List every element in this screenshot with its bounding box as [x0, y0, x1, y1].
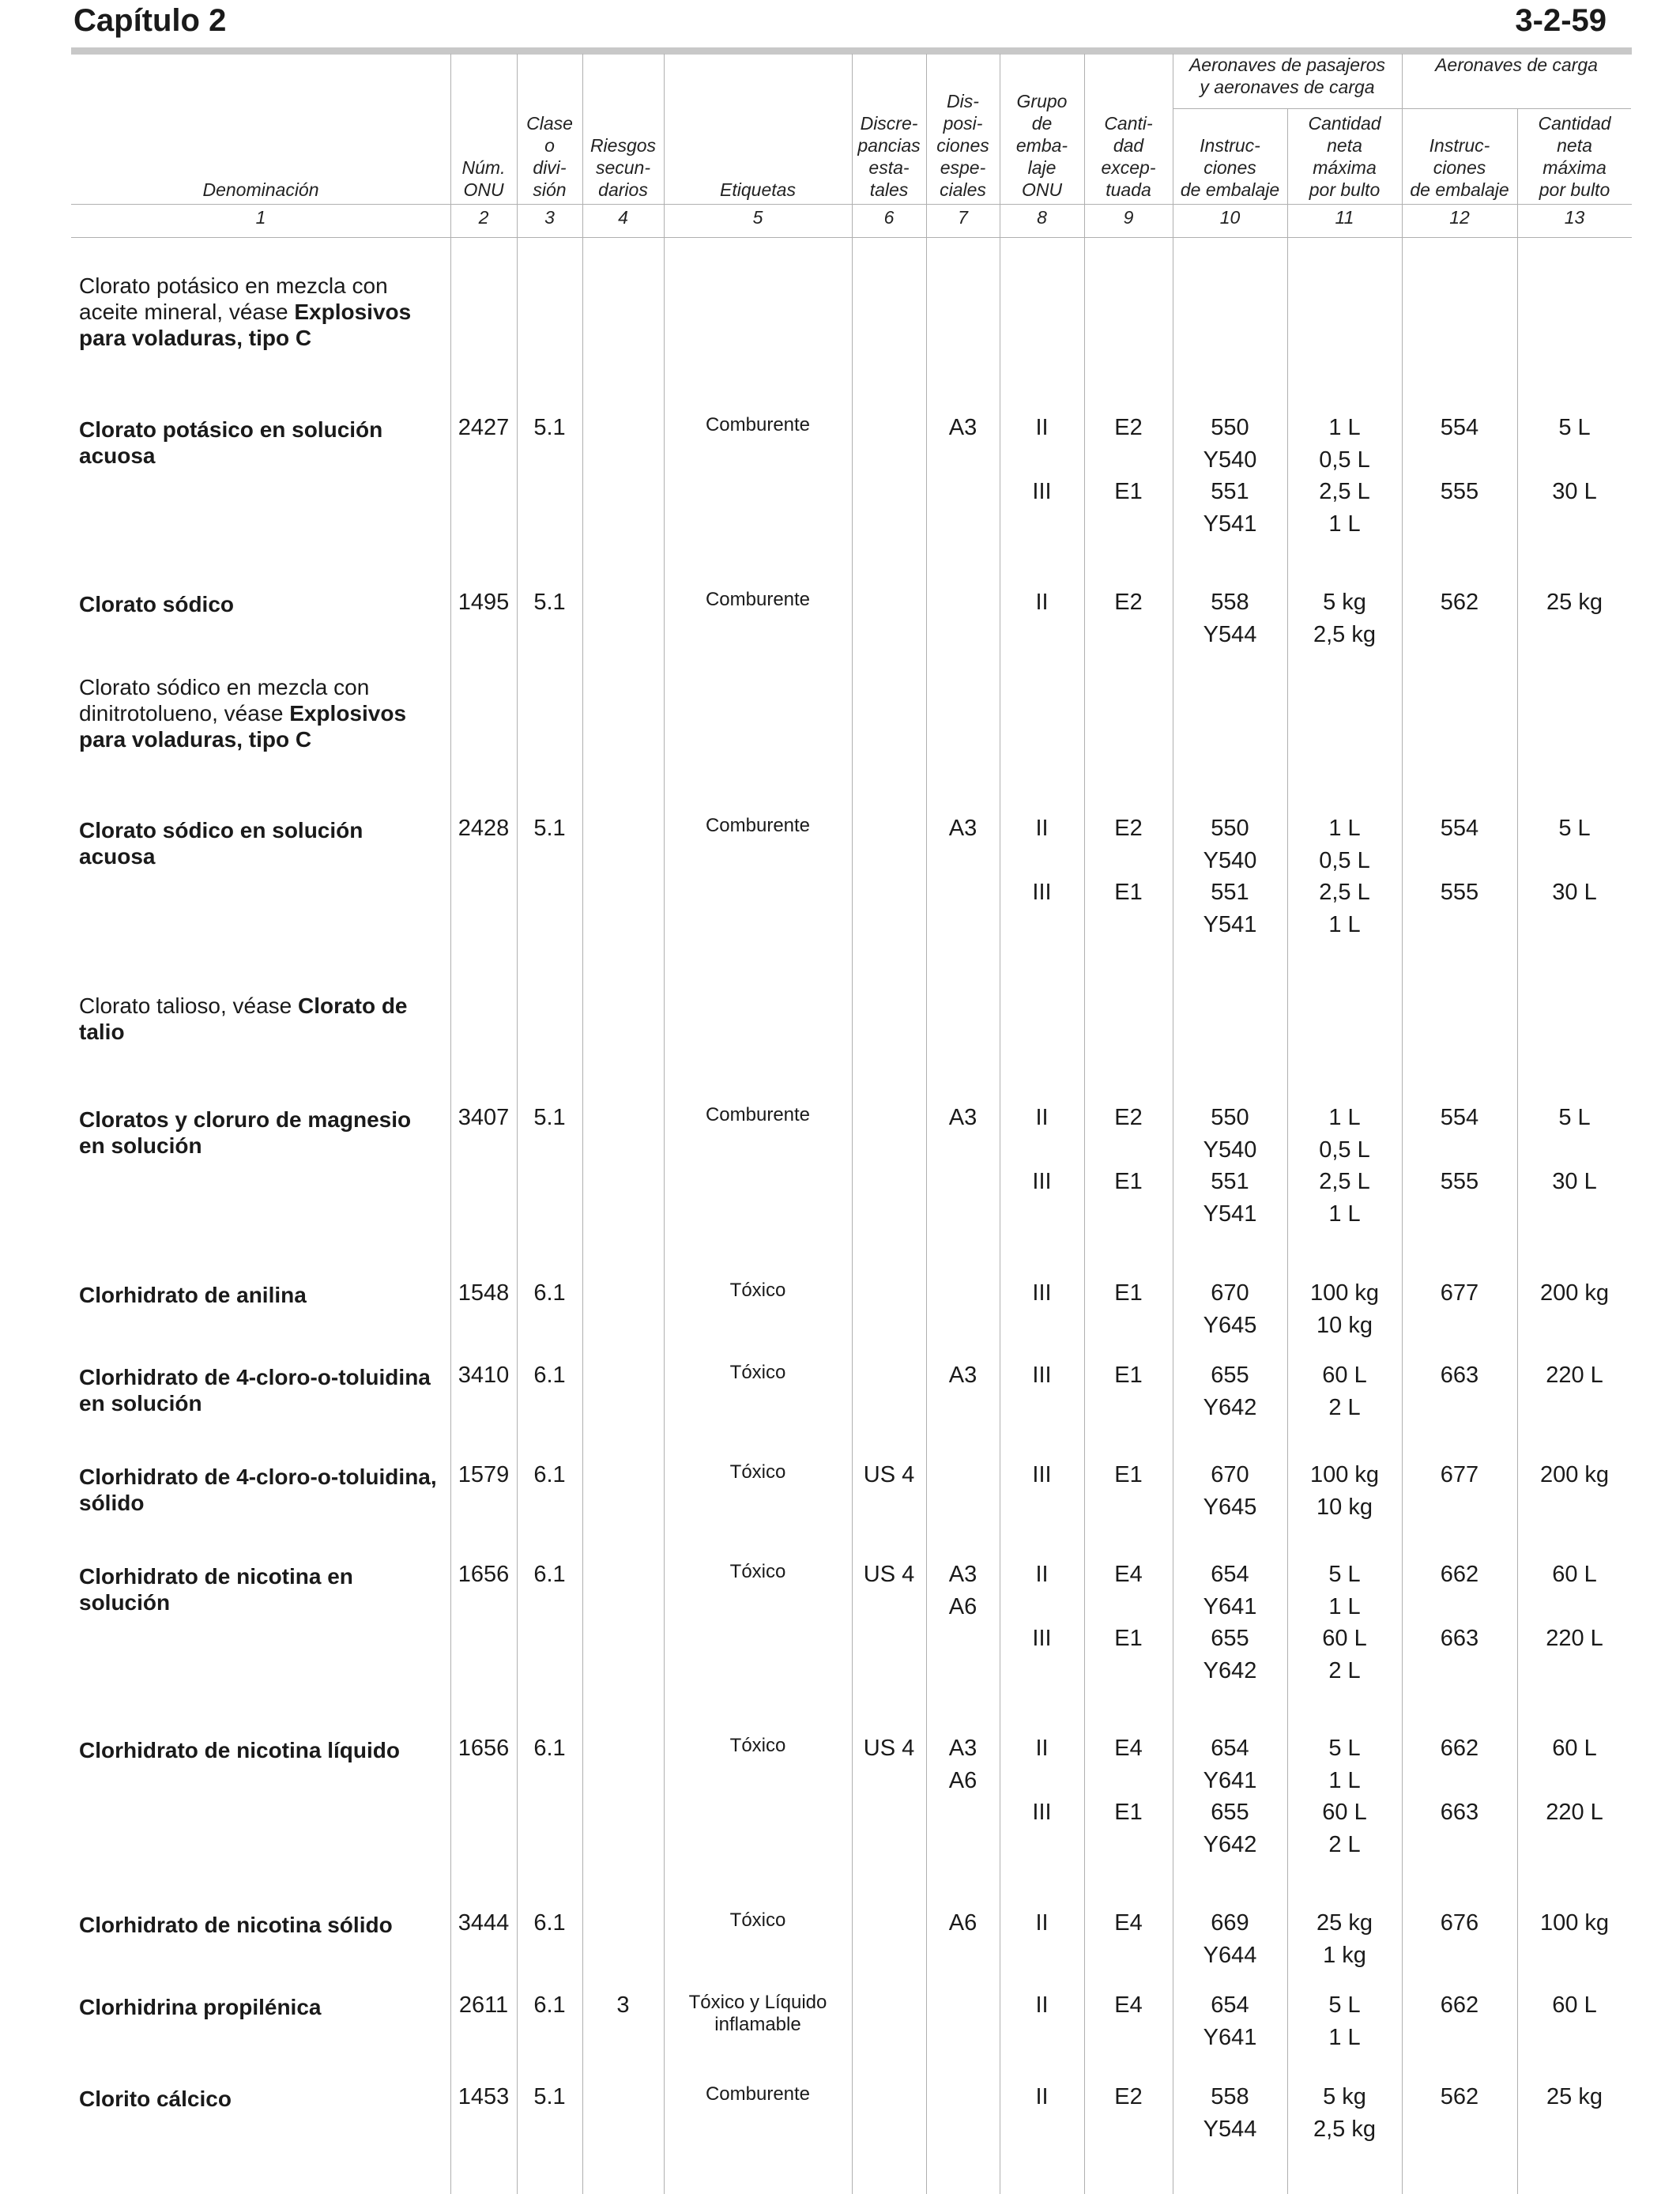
cell-un: 1656	[458, 1562, 510, 1587]
cell-eq: E4 E1	[1114, 1562, 1143, 1651]
denomination-text: Clorato potásico en mezcla con aceite mineral, véase	[79, 273, 388, 324]
cargo-group-rule	[1402, 108, 1631, 109]
cell-cq: 200 kg	[1539, 1462, 1610, 1487]
cell-pq: 5 kg 2,5 kg	[1313, 2084, 1376, 2142]
denomination-text: Clorato talioso, véase	[79, 993, 299, 1018]
cell-cls: 6.1	[533, 1992, 566, 2018]
proper-shipping-name: Clorhidrato de 4-cloro-o-toluidina en solución	[79, 1365, 431, 1416]
row-denomination	[79, 817, 443, 869]
cell-pq: 5 L 1 L 60 L 2 L	[1322, 1562, 1367, 1683]
cell-cls: 5.1	[533, 1105, 566, 1130]
cell-sp: A3 A6	[948, 1562, 977, 1619]
cell-un: 3407	[458, 1105, 510, 1130]
proper-shipping-name: Clorato potásico en solución acuosa	[79, 417, 383, 468]
cell-label: Tóxico	[729, 1362, 786, 1383]
proper-shipping-name: Clorhidrato de nicotina líquido	[79, 1738, 400, 1762]
page-number: 3-2-59	[1515, 3, 1607, 38]
cell-ci: 562	[1440, 590, 1479, 615]
cell-label: Tóxico	[729, 1561, 786, 1582]
cross-reference: Clorato de talio	[79, 993, 408, 1044]
row-denomination	[79, 674, 443, 752]
cell-cq: 25 kg	[1546, 2084, 1603, 2109]
cell-cq: 60 L 220 L	[1546, 1736, 1603, 1825]
cell-pq: 5 kg 2,5 kg	[1313, 590, 1376, 647]
cell-pg: III	[1032, 1280, 1052, 1306]
row-denomination	[79, 417, 443, 469]
row-denomination	[79, 1563, 443, 1615]
cell-pg: II	[1035, 590, 1049, 615]
column-header-ci: Instruc- ciones de embalaje	[1410, 135, 1509, 200]
cell-cls: 6.1	[533, 1736, 566, 1761]
row-denomination	[79, 2086, 443, 2112]
cell-eq: E2 E1	[1114, 816, 1143, 905]
cell-cls: 6.1	[533, 1280, 566, 1306]
cell-pq: 1 L 0,5 L 2,5 L 1 L	[1319, 1105, 1370, 1227]
cell-cq: 25 kg	[1546, 590, 1603, 615]
cell-pi: 655 Y642	[1203, 1363, 1257, 1420]
chapter-title: Capítulo 2	[73, 3, 227, 38]
row-denomination	[79, 1106, 443, 1159]
cell-label: Comburente	[705, 1104, 811, 1125]
page-header	[73, 3, 1607, 46]
cell-pg: II III	[1032, 816, 1052, 905]
cell-pq: 25 kg 1 kg	[1317, 1910, 1373, 1968]
column-header-cls: Clase o divi- sión	[526, 113, 573, 200]
cell-cls: 6.1	[533, 1562, 566, 1587]
passenger-aircraft-header: Aeronaves de pasajeros y aeronaves de carga	[1188, 55, 1386, 97]
cell-ci: 662 663	[1440, 1562, 1479, 1651]
cell-cls: 5.1	[533, 590, 566, 615]
cell-pq: 1 L 0,5 L 2,5 L 1 L	[1319, 415, 1370, 537]
cell-pi: 550 Y540 551 Y541	[1203, 816, 1257, 937]
cell-pg: II	[1035, 1992, 1049, 2018]
cell-ci: 677	[1440, 1280, 1479, 1306]
cell-un: 1495	[458, 590, 510, 615]
cell-cls: 5.1	[533, 2084, 566, 2109]
column-header-sp: Dis- posi- ciones espe- ciales	[936, 91, 989, 200]
column-header-sub: Riesgos secun- darios	[590, 135, 657, 200]
cell-ci: 554 555	[1440, 816, 1479, 905]
proper-shipping-name: Clorhidrato de nicotina en solución	[79, 1564, 353, 1615]
cell-pq: 100 kg 10 kg	[1309, 1462, 1380, 1520]
row-denomination	[79, 1364, 443, 1416]
cell-pg: II III	[1032, 1105, 1052, 1194]
cell-cq: 200 kg	[1539, 1280, 1610, 1306]
proper-shipping-name: Cloratos y cloruro de magnesio en solución	[79, 1107, 412, 1158]
row-denomination	[79, 591, 443, 617]
cell-pi: 558 Y544	[1203, 590, 1257, 647]
cell-label: Comburente	[705, 2083, 811, 2105]
column-number: 1	[255, 207, 266, 228]
column-header-name: Denominación	[202, 179, 319, 200]
cell-pi: 558 Y544	[1203, 2084, 1257, 2142]
cell-sp: A3	[948, 1363, 977, 1388]
cell-pq: 5 L 1 L 60 L 2 L	[1322, 1736, 1367, 1857]
column-number: 2	[478, 207, 489, 228]
column-header-pq: Cantidad neta máxima por bulto	[1308, 113, 1381, 200]
cell-un: 3410	[458, 1363, 510, 1388]
cell-pi: 550 Y540 551 Y541	[1203, 1105, 1257, 1227]
column-number: 13	[1564, 207, 1585, 228]
cell-pg: II III	[1032, 415, 1052, 504]
cell-label: Comburente	[705, 589, 811, 610]
column-number: 6	[883, 207, 895, 228]
row-denomination	[79, 1282, 443, 1308]
cell-ci: 662	[1440, 1992, 1479, 2018]
column-header-un: Núm. ONU	[461, 157, 506, 200]
column-number: 7	[958, 207, 968, 228]
cell-un: 1548	[458, 1280, 510, 1306]
cross-reference: Explosivos para voladuras, tipo C	[79, 300, 412, 350]
cell-eq: E2 E1	[1114, 415, 1143, 504]
cell-label: Comburente	[705, 815, 811, 836]
cell-un: 3444	[458, 1910, 510, 1936]
cell-label: Tóxico	[729, 1280, 786, 1301]
column-number: 3	[544, 207, 555, 228]
proper-shipping-name: Clorhidrato de nicotina sólido	[79, 1913, 393, 1937]
cell-label: Tóxico	[729, 1735, 786, 1756]
row-denomination	[79, 1912, 443, 1938]
cell-pi: 654 Y641 655 Y642	[1203, 1736, 1257, 1857]
cell-cq: 60 L 220 L	[1546, 1562, 1603, 1651]
cell-cq: 5 L 30 L	[1552, 415, 1597, 504]
cell-cq: 220 L	[1546, 1363, 1603, 1388]
column-header-state: Discre- pancias esta- tales	[857, 113, 921, 200]
cell-eq: E1	[1114, 1462, 1143, 1487]
cell-pg: III	[1032, 1363, 1052, 1388]
column-number: 8	[1037, 207, 1047, 228]
column-number: 4	[618, 207, 628, 228]
cell-pq: 5 L 1 L	[1328, 1992, 1361, 2050]
cell-sp: A3	[948, 1105, 977, 1130]
cell-cls: 6.1	[533, 1462, 566, 1487]
cell-cls: 6.1	[533, 1910, 566, 1936]
column-number: 10	[1219, 207, 1241, 228]
cell-pi: 550 Y540 551 Y541	[1203, 415, 1257, 537]
cell-eq: E1	[1114, 1280, 1143, 1306]
proper-shipping-name: Clorato sódico en solución acuosa	[79, 818, 363, 869]
cell-eq: E4	[1114, 1992, 1143, 2018]
proper-shipping-name: Clorhidrato de anilina	[79, 1283, 307, 1307]
cell-sp: A3	[948, 816, 977, 841]
cell-state: US 4	[863, 1562, 915, 1587]
cell-state: US 4	[863, 1736, 915, 1761]
proper-shipping-name: Clorhidrato de 4-cloro-o-toluidina, sólido	[79, 1465, 437, 1515]
cell-sp: A3	[948, 415, 977, 440]
column-number: 9	[1123, 207, 1134, 228]
row-denomination	[79, 273, 443, 351]
cell-pg: II III	[1032, 1562, 1052, 1651]
cell-label: Tóxico y Líquido inflamable	[688, 1992, 827, 2035]
cell-eq: E2	[1114, 590, 1143, 615]
proper-shipping-name: Clorhidrina propilénica	[79, 1995, 322, 2019]
cell-state: US 4	[863, 1462, 915, 1487]
proper-shipping-name: Clorito cálcico	[79, 2087, 232, 2111]
cell-pg: II	[1035, 1910, 1049, 1936]
cell-un: 1453	[458, 2084, 510, 2109]
column-number: 5	[752, 207, 763, 228]
cell-ci: 554 555	[1440, 415, 1479, 504]
column-header-pg: Grupo de emba- laje ONU	[1015, 91, 1068, 200]
cell-pq: 60 L 2 L	[1322, 1363, 1367, 1420]
cell-cq: 5 L 30 L	[1552, 1105, 1597, 1194]
cell-ci: 662 663	[1440, 1736, 1479, 1825]
cell-pi: 670 Y645	[1203, 1280, 1257, 1338]
column-rule	[852, 54, 853, 2194]
row-denomination	[79, 1464, 443, 1516]
cell-eq: E4	[1114, 1910, 1143, 1936]
cell-un: 2427	[458, 415, 510, 440]
cell-un: 1656	[458, 1736, 510, 1761]
cell-ci: 677	[1440, 1462, 1479, 1487]
cell-pi: 654 Y641 655 Y642	[1203, 1562, 1257, 1683]
cell-eq: E4 E1	[1114, 1736, 1143, 1825]
cell-cq: 100 kg	[1539, 1910, 1610, 1936]
cell-label: Comburente	[705, 414, 811, 435]
cell-sub: 3	[616, 1992, 630, 2018]
column-header-label: Etiquetas	[720, 179, 796, 200]
cell-label: Tóxico	[729, 1909, 786, 1931]
cell-cls: 6.1	[533, 1363, 566, 1388]
cell-ci: 554 555	[1440, 1105, 1479, 1194]
row-denomination	[79, 1737, 443, 1763]
row-denomination	[79, 993, 443, 1045]
cell-un: 2428	[458, 816, 510, 841]
cell-pi: 669 Y644	[1203, 1910, 1257, 1968]
column-header-eq: Canti- dad excep- tuada	[1101, 113, 1156, 200]
cell-pg: III	[1032, 1462, 1052, 1487]
cell-ci: 676	[1440, 1910, 1479, 1936]
cell-ci: 663	[1440, 1363, 1479, 1388]
column-header-pi: Instruc- ciones de embalaje	[1180, 135, 1280, 200]
column-rule	[582, 54, 583, 2194]
cross-reference: Explosivos para voladuras, tipo C	[79, 701, 407, 752]
cell-label: Tóxico	[729, 1461, 786, 1483]
cell-eq: E1	[1114, 1363, 1143, 1388]
proper-shipping-name: Clorato sódico	[79, 592, 235, 616]
column-number: 12	[1449, 207, 1470, 228]
cell-pq: 1 L 0,5 L 2,5 L 1 L	[1319, 816, 1370, 937]
column-rule	[664, 54, 665, 2194]
cell-cls: 5.1	[533, 816, 566, 841]
cell-sp: A6	[948, 1910, 977, 1936]
cell-un: 2611	[458, 1992, 509, 2018]
cell-ci: 562	[1440, 2084, 1479, 2109]
column-header-cq: Cantidad neta máxima por bulto	[1538, 113, 1611, 200]
cell-un: 1579	[458, 1462, 510, 1487]
cell-pi: 654 Y641	[1203, 1992, 1257, 2050]
cargo-aircraft-header: Aeronaves de carga	[1435, 55, 1598, 75]
cell-cq: 5 L 30 L	[1552, 816, 1597, 905]
cell-cq: 60 L	[1552, 1992, 1597, 2018]
cell-eq: E2 E1	[1114, 1105, 1143, 1194]
cell-pq: 100 kg 10 kg	[1309, 1280, 1380, 1338]
denomination-text: Clorato sódico en mezcla con dinitrotolueno, véase	[79, 675, 370, 726]
cell-sp: A3 A6	[948, 1736, 977, 1793]
cell-cls: 5.1	[533, 415, 566, 440]
cell-pg: II	[1035, 2084, 1049, 2109]
row-denomination	[79, 1994, 443, 2020]
cell-eq: E2	[1114, 2084, 1143, 2109]
column-number: 11	[1335, 207, 1354, 228]
cell-pg: II III	[1032, 1736, 1052, 1825]
cell-pi: 670 Y645	[1203, 1462, 1257, 1520]
